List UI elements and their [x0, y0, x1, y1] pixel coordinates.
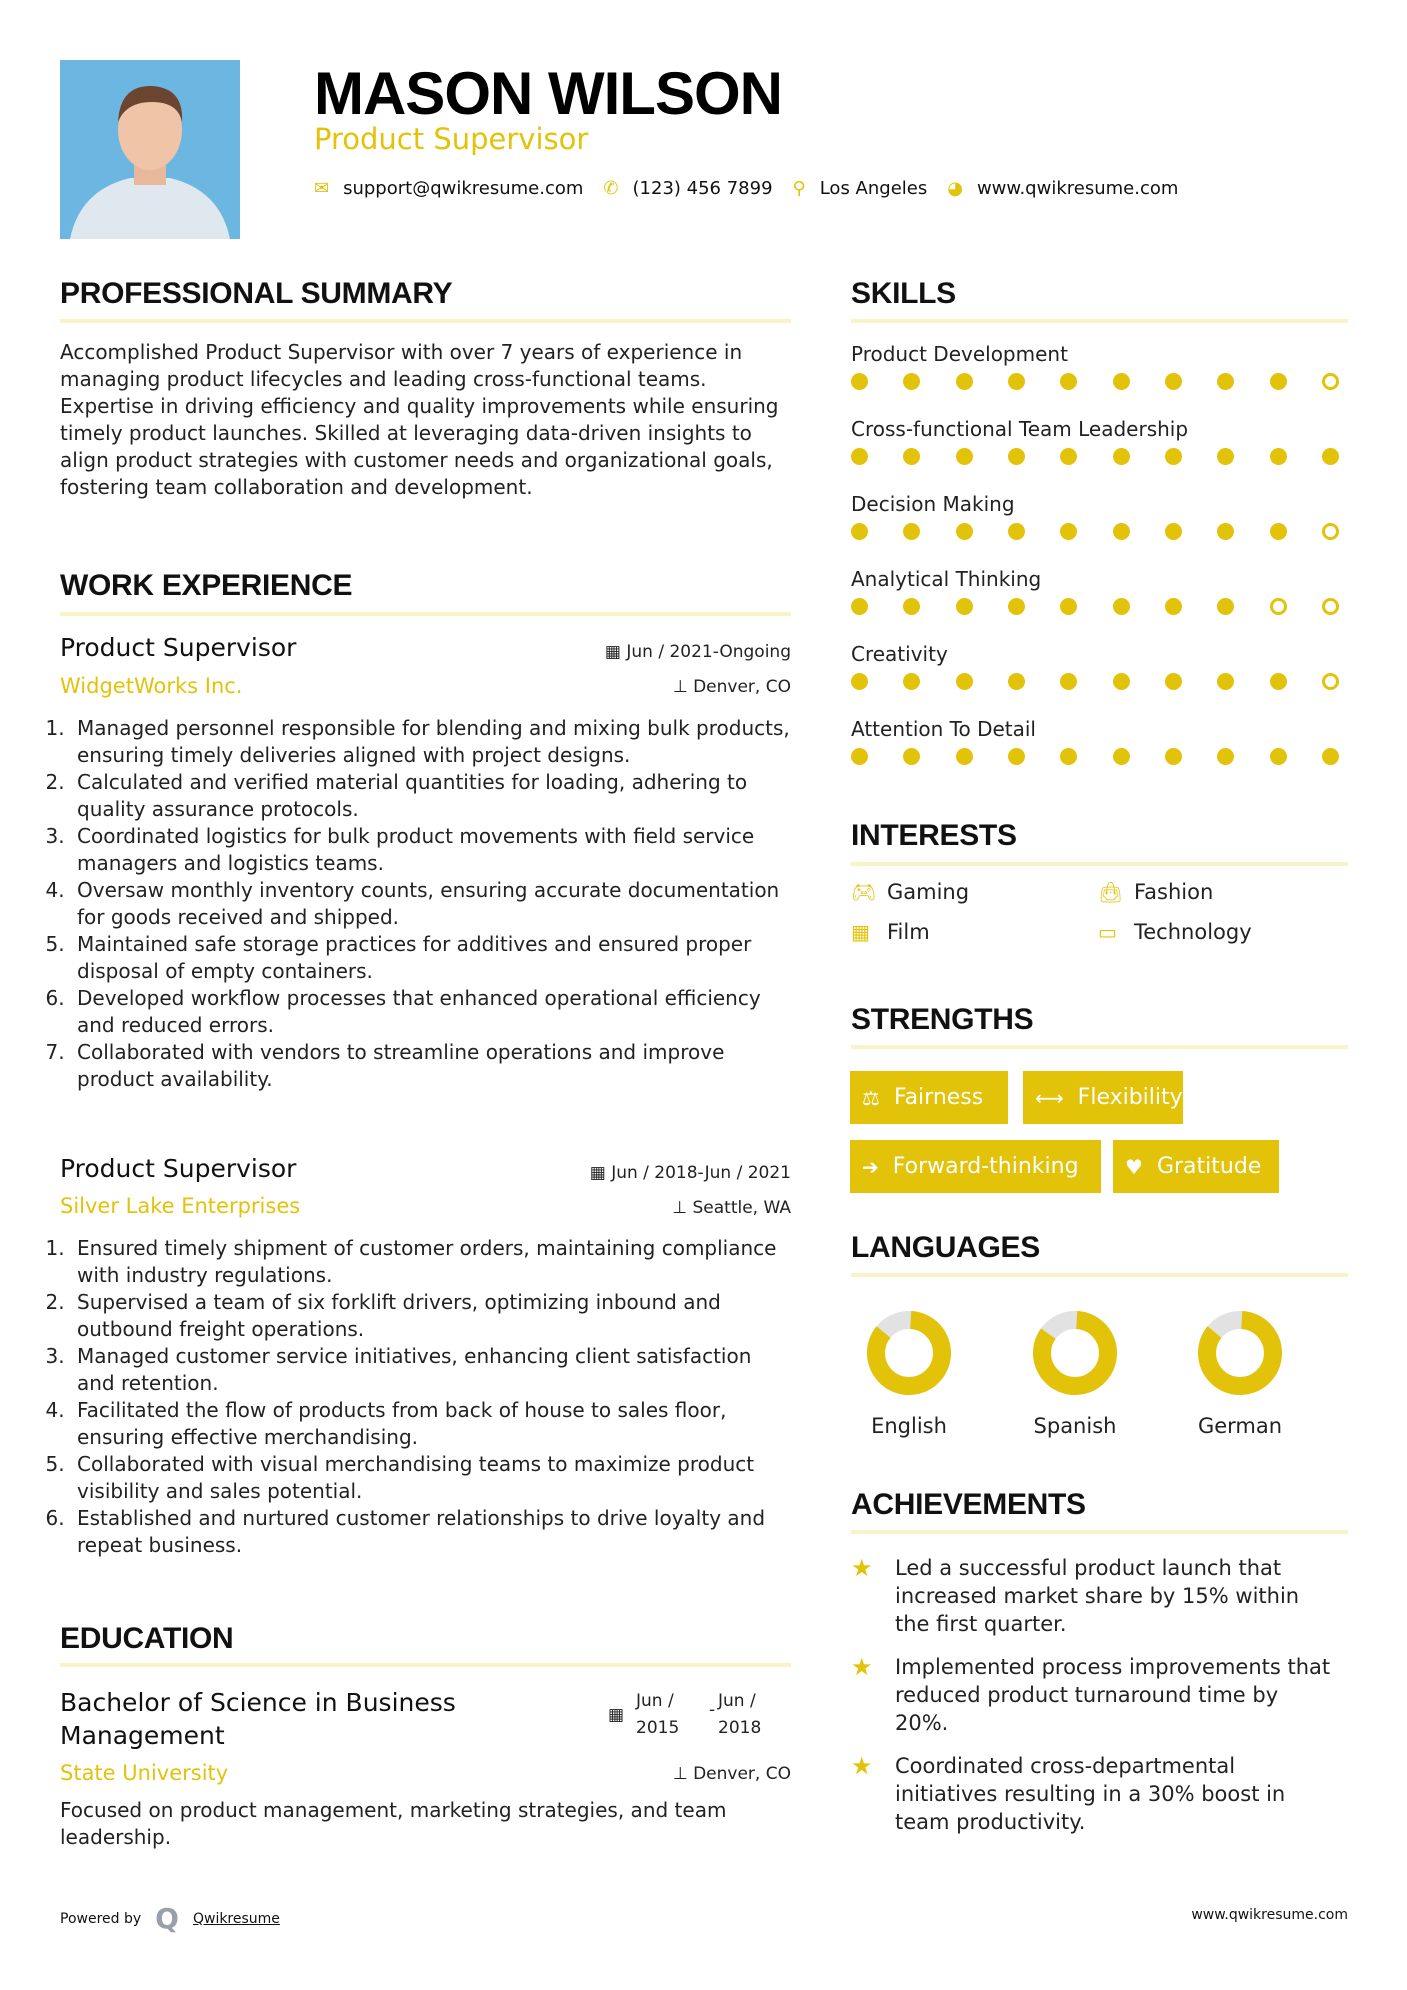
job-location: ⊥ Denver, CO: [672, 677, 791, 697]
bullet-item: 4. Oversaw monthly inventory counts, ensuring accurate documentation for goods received and shipped.: [71, 877, 792, 931]
contact-3[interactable]: www.qwikresume.com: [976, 178, 1179, 199]
candidate-name: MASON WILSON: [314, 60, 782, 127]
rating-dot-filled: [1270, 673, 1287, 690]
rating-dot-empty: [1322, 373, 1339, 390]
strength-tag: [1023, 1071, 1183, 1124]
candidate-title: Product Supervisor: [314, 122, 589, 156]
edu-location: ⊥ Denver, CO: [672, 1764, 791, 1784]
interest-label: Fashion: [1134, 880, 1214, 904]
language-donut: [1030, 1308, 1120, 1398]
achievements-heading: ACHIEVEMENTS: [851, 1488, 1086, 1521]
job-dates: ▦ Jun / 2021-Ongoing: [604, 642, 791, 662]
divider: [851, 319, 1348, 323]
rating-dot-filled: [956, 523, 973, 540]
map-pin-icon: ⚲: [792, 178, 806, 199]
laptop-icon: ▭: [1098, 920, 1117, 944]
strength-label: Forward-thinking: [892, 1154, 1079, 1179]
skill-item: [851, 717, 1348, 792]
globe-icon: ◕: [947, 178, 963, 199]
strengths-heading: STRENGTHS: [851, 1003, 1034, 1036]
interests-heading: INTERESTS: [851, 819, 1017, 852]
interests-list: [851, 880, 1348, 944]
rating-dot-filled: [1060, 373, 1077, 390]
job-title: Product Supervisor: [60, 633, 297, 662]
skill-name: Decision Making: [851, 492, 1015, 516]
rating-dot-filled: [903, 748, 920, 765]
contact-2: Los Angeles: [819, 178, 928, 199]
star-icon: ★: [851, 1752, 873, 1780]
rating-dot-filled: [1060, 673, 1077, 690]
bullet-item: 4. Facilitated the flow of products from back of house to sales floor, ensuring effective merchandising.: [71, 1397, 792, 1451]
bullet-item: 5. Maintained safe storage practices for additives and ensured proper disposal of empty containers.: [71, 931, 792, 985]
rating-dot-filled: [1113, 523, 1130, 540]
calendar-icon: ▦: [608, 1705, 625, 1725]
rating-dot-filled: [1113, 748, 1130, 765]
balance-scale-icon: ⚖: [862, 1085, 880, 1110]
job-dates: ▦ Jun / 2018-Jun / 2021: [589, 1163, 791, 1183]
skill-item: [851, 642, 1348, 717]
rating-dot-filled: [1008, 373, 1025, 390]
divider: [851, 1530, 1348, 1534]
contact-0[interactable]: support@qwikresume.com: [343, 178, 584, 199]
rating-dot-filled: [851, 598, 868, 615]
divider: [60, 319, 791, 323]
rating-dot-filled: [1217, 448, 1234, 465]
calendar-icon: ▦: [604, 642, 627, 662]
pushpin-icon: ⊥: [672, 1198, 693, 1218]
skill-item: [851, 342, 1348, 417]
rating-dot-filled: [903, 373, 920, 390]
divider: [60, 1663, 791, 1667]
edu-description: Focused on product management, marketing strategies, and team leadership.: [60, 1798, 727, 1849]
bullet-item: 6. Established and nurtured customer relationships to drive loyalty and repeat business.: [71, 1505, 792, 1559]
pushpin-icon: ⊥: [672, 1764, 694, 1784]
rating-dot-filled: [1270, 523, 1287, 540]
edu-dash: -: [709, 1700, 716, 1720]
company-name: Silver Lake Enterprises: [60, 1194, 301, 1218]
languages-heading: LANGUAGES: [851, 1231, 1040, 1264]
divider: [851, 862, 1348, 866]
rating-dot-filled: [1270, 448, 1287, 465]
star-icon: ★: [851, 1554, 873, 1582]
rating-dot-filled: [851, 523, 868, 540]
rating-dot-filled: [903, 673, 920, 690]
interest-item: [1098, 880, 1348, 904]
edu-start: Jun / 2015: [636, 1691, 680, 1738]
shopping-bag-icon: 👜︎: [1098, 880, 1124, 904]
bullet-item: 1. Managed personnel responsible for blending and mixing bulk products, ensuring timely deliveries aligned with project designs.: [71, 715, 792, 769]
strength-label: Fairness: [893, 1085, 984, 1110]
strength-label: Flexibility: [1077, 1085, 1183, 1110]
rating-dot-filled: [1165, 748, 1182, 765]
rating-dot-filled: [1217, 523, 1234, 540]
qwikresume-link[interactable]: Qwikresume: [192, 1910, 280, 1927]
rating-dot-filled: [851, 748, 868, 765]
skill-item: [851, 417, 1348, 492]
bullet-item: 2. Supervised a team of six forklift drivers, optimizing inbound and outbound freight operations.: [71, 1289, 792, 1343]
rating-dot-filled: [1008, 673, 1025, 690]
rating-dot-filled: [1165, 523, 1182, 540]
profile-photo: [60, 60, 240, 239]
skill-rating: [851, 523, 1339, 540]
job-location: ⊥ Seattle, WA: [672, 1198, 791, 1218]
rating-dot-empty: [1322, 598, 1339, 615]
degree: Bachelor of Science in Business Management: [60, 1688, 456, 1750]
rating-dot-filled: [1217, 748, 1234, 765]
rating-dot-filled: [956, 448, 973, 465]
divider: [60, 612, 791, 616]
rating-dot-empty: [1322, 673, 1339, 690]
rating-dot-filled: [1008, 448, 1025, 465]
education-heading: EDUCATION: [60, 1622, 234, 1655]
rating-dot-filled: [1165, 373, 1182, 390]
job-title: Product Supervisor: [60, 1154, 297, 1183]
company-name: WidgetWorks Inc.: [60, 674, 243, 698]
contact-1[interactable]: (123) 456 7899: [632, 178, 773, 199]
strength-tag: [1113, 1140, 1279, 1193]
contact-row: [314, 178, 1198, 199]
strength-label: Gratitude: [1156, 1154, 1262, 1179]
bullet-item: 1. Ensured timely shipment of customer orders, maintaining compliance with industry regulations.: [71, 1235, 792, 1289]
interest-label: Gaming: [887, 880, 970, 904]
skill-name: Product Development: [851, 342, 1068, 366]
job-bullets: [52, 1235, 792, 1559]
rating-dot-filled: [1113, 598, 1130, 615]
skill-name: Analytical Thinking: [851, 567, 1042, 591]
rating-dot-filled: [851, 448, 868, 465]
skill-item: [851, 567, 1348, 642]
arrow-right-icon: ➔: [862, 1154, 879, 1179]
pushpin-icon: ⊥: [672, 677, 694, 697]
language-name: German: [1197, 1414, 1283, 1438]
rating-dot-filled: [851, 673, 868, 690]
heart-icon: ♥: [1125, 1154, 1143, 1179]
achievement-item: [851, 1752, 1348, 1836]
rating-dot-filled: [1322, 448, 1339, 465]
skill-rating: [851, 448, 1339, 465]
bullet-item: 3. Coordinated logistics for bulk product movements with field service managers and logistics teams.: [71, 823, 792, 877]
edu-end: Jun / 2018: [718, 1691, 762, 1738]
interest-item: [851, 880, 1098, 904]
rating-dot-filled: [1165, 598, 1182, 615]
rating-dot-filled: [956, 598, 973, 615]
rating-dot-filled: [1270, 373, 1287, 390]
skill-name: Attention To Detail: [851, 717, 1036, 741]
rating-dot-filled: [1217, 673, 1234, 690]
rating-dot-filled: [1165, 448, 1182, 465]
achievement-text: Led a successful product launch that increased market share by 15% within the first quarter.: [895, 1556, 1300, 1636]
rating-dot-empty: [1270, 598, 1287, 615]
skill-rating: [851, 598, 1339, 615]
bullet-item: 5. Collaborated with visual merchandising teams to maximize product visibility and sales potential.: [71, 1451, 792, 1505]
interest-label: Technology: [1134, 920, 1252, 944]
rating-dot-filled: [903, 448, 920, 465]
rating-dot-filled: [1322, 748, 1339, 765]
language-donut: [1195, 1308, 1285, 1398]
job-bullets: [52, 715, 792, 1093]
school-name: State University: [60, 1761, 229, 1785]
rating-dot-filled: [1008, 523, 1025, 540]
rating-dot-filled: [903, 598, 920, 615]
rating-dot-filled: [956, 373, 973, 390]
bullet-item: 3. Managed customer service initiatives, enhancing client satisfaction and retention.: [71, 1343, 792, 1397]
rating-dot-filled: [1060, 748, 1077, 765]
star-icon: ★: [851, 1653, 873, 1681]
rating-dot-filled: [1113, 373, 1130, 390]
footer-powered: Powered by Q Qwikresume: [60, 1902, 280, 1935]
rating-dot-filled: [1113, 448, 1130, 465]
work-heading: WORK EXPERIENCE: [60, 569, 353, 602]
interest-label: Film: [887, 920, 930, 944]
achievement-text: Implemented process improvements that reduced product turnaround time by 20%.: [895, 1655, 1331, 1735]
rating-dot-filled: [1217, 373, 1234, 390]
skill-name: Cross-functional Team Leadership: [851, 417, 1189, 441]
rating-dot-filled: [1270, 748, 1287, 765]
skills-heading: SKILLS: [851, 277, 956, 310]
achievement-text: Coordinated cross-departmental initiatives resulting in a 30% boost in team productivity.: [895, 1754, 1286, 1834]
rating-dot-filled: [1060, 523, 1077, 540]
rating-dot-filled: [956, 673, 973, 690]
rating-dot-filled: [1008, 598, 1025, 615]
rating-dot-filled: [956, 748, 973, 765]
skill-rating: [851, 373, 1339, 390]
skill-item: [851, 492, 1348, 567]
rating-dot-empty: [1322, 523, 1339, 540]
bullet-item: 2. Calculated and verified material quantities for loading, adhering to quality assurance protocols.: [71, 769, 792, 823]
language-name: Spanish: [1033, 1414, 1117, 1438]
rating-dot-filled: [1217, 598, 1234, 615]
strength-tag: [850, 1140, 1101, 1193]
arrows-horizontal-icon: ⟷: [1035, 1085, 1064, 1110]
envelope-icon: ✉: [314, 178, 330, 199]
interest-item: [1098, 920, 1348, 944]
footer-website[interactable]: www.qwikresume.com: [1191, 1907, 1348, 1923]
qwikresume-logo-icon: Q: [155, 1902, 179, 1935]
phone-icon: ✆: [603, 178, 619, 199]
summary-heading: PROFESSIONAL SUMMARY: [60, 277, 453, 310]
gamepad-icon: 🎮︎: [851, 880, 877, 904]
skill-rating: [851, 748, 1339, 765]
achievement-item: [851, 1554, 1348, 1638]
divider: [851, 1045, 1348, 1049]
language-donut: [864, 1308, 954, 1398]
film-icon: ▦: [851, 920, 870, 944]
rating-dot-filled: [1060, 598, 1077, 615]
rating-dot-filled: [1008, 748, 1025, 765]
summary-text: Accomplished Product Supervisor with over 7 years of experience in managing product lifecycles and leading cross-functional teams. Expertise in driving efficiency and quality improvements while ensuring timely product launches. Skilled at leveraging data-driven insights to align product strategies with customer needs and organizational goals, fostering team collaboration and development.: [60, 340, 779, 499]
skills-list: [851, 342, 1348, 792]
language-name: English: [871, 1414, 947, 1438]
strength-tag: [850, 1071, 1008, 1124]
interest-item: [851, 920, 1098, 944]
rating-dot-filled: [1113, 673, 1130, 690]
achievement-item: [851, 1653, 1348, 1737]
divider: [851, 1273, 1348, 1277]
bullet-item: 6. Developed workflow processes that enhanced operational efficiency and reduced errors.: [71, 985, 792, 1039]
calendar-icon: ▦: [589, 1163, 612, 1183]
skill-rating: [851, 673, 1339, 690]
rating-dot-filled: [1165, 673, 1182, 690]
rating-dot-filled: [1060, 448, 1077, 465]
skill-name: Creativity: [851, 642, 948, 666]
rating-dot-filled: [851, 373, 868, 390]
rating-dot-filled: [903, 523, 920, 540]
bullet-item: 7. Collaborated with vendors to streamline operations and improve product availability.: [71, 1039, 792, 1093]
